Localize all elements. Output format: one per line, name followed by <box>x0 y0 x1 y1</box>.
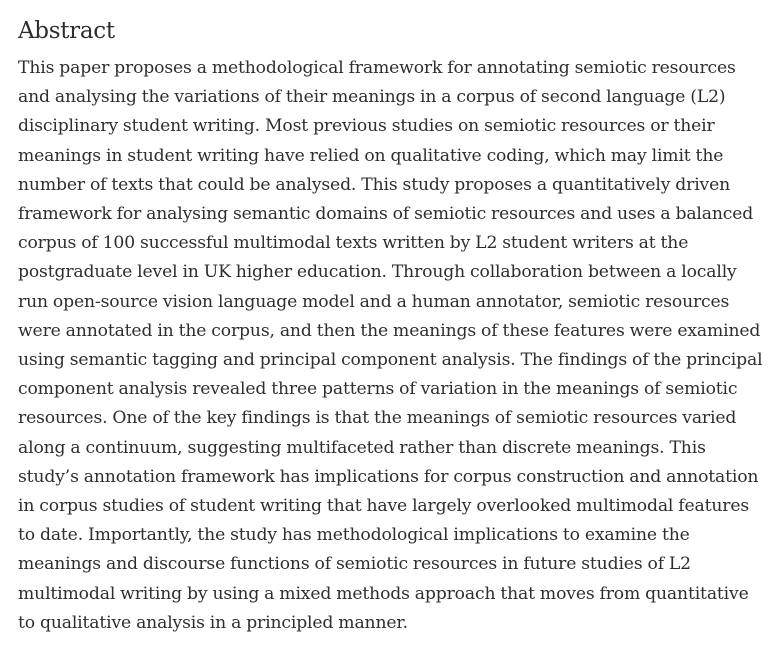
abstract-body: This paper proposes a methodological framework for annotating semiotic resources and analysing the variations of their meanings in a corpus of second language (L2) disciplinary student writing. Most previous studies on semiotic resources or their meanings in student writing have relied on qualitative coding, which may limit the number of texts that could be analysed. This study proposes a quantitatively driven framework for analysing semantic domains of semiotic resources and uses a balanced corpus of 100 successful multimodal texts written by L2 student writers at the postgraduate level in UK higher education. Through collaboration between a locally run open-source vision language model and a human annotator, semiotic resources were annotated in the corpus, and then the meanings of these features were examined using semantic tagging and principal component analysis. The findings of the principal component analysis revealed three patterns of variation in the meanings of semiotic resources. One of the key findings is that the meanings of semiotic resources varied along a continuum, suggesting multifaceted rather than discrete meanings. This study’s annotation framework has implications for corpus construction and annotation in corpus studies of student writing that have largely overlooked multimodal features to date. Importantly, the study has methodological implications to examine the meanings and discourse functions of semiotic resources in future studies of L2 multimodal writing by using a mixed methods approach that moves from quantitative to qualitative analysis in a principled manner. <box>18 58 763 633</box>
abstract-heading: Abstract <box>18 18 115 44</box>
